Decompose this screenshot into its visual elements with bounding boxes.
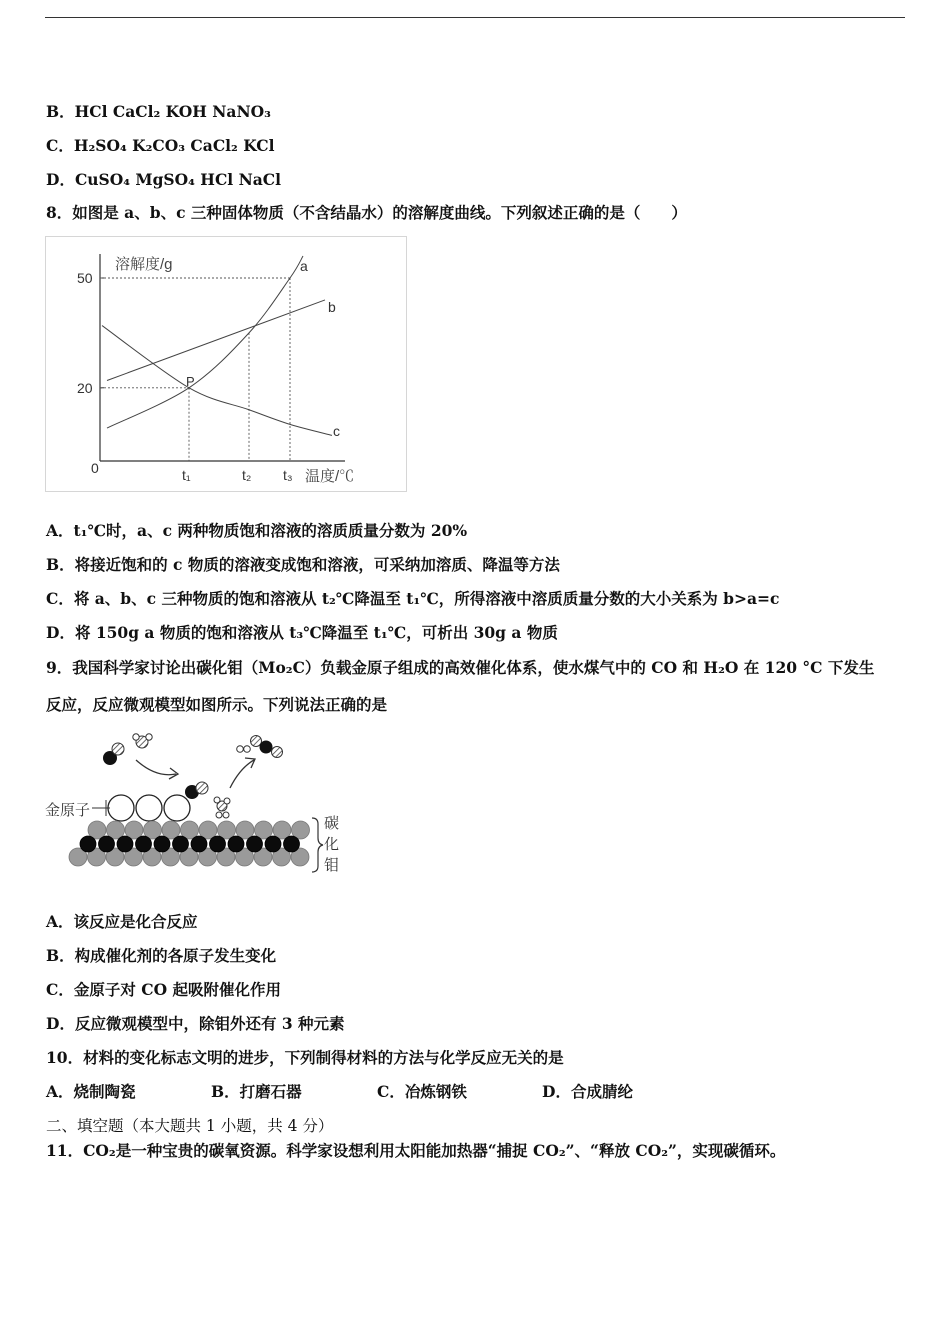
molybdenum-carbide-lattice xyxy=(69,821,310,866)
q8-option-d: D．将 150g a 物质的饱和溶液从 t₃℃降温至 t₁℃，可析出 30g a 物质 xyxy=(46,623,558,642)
q10-option-a: A．烧制陶瓷 xyxy=(46,1082,136,1101)
q10-option-c: C．冶炼钢铁 xyxy=(377,1082,467,1101)
header-rule xyxy=(45,17,905,18)
gold-atoms xyxy=(108,795,190,821)
origin-label: 0 xyxy=(91,460,99,476)
x-tick-t3: t₃ xyxy=(283,467,293,483)
q8-option-a: A．t₁℃时，a、c 两种物质饱和溶液的溶质质量分数为 20% xyxy=(46,521,468,540)
h2o-molecule-icon xyxy=(133,734,152,748)
q9-stem-line2: 反应，反应微观模型如图所示。下列说法正确的是 xyxy=(46,695,388,714)
q9-option-d: D．反应微观模型中，除钼外还有 3 种元素 xyxy=(46,1014,345,1033)
brace-icon xyxy=(312,818,323,872)
q10-options xyxy=(46,1082,633,1102)
q9-option-c: C．金原子对 CO 起吸附催化作用 xyxy=(46,980,281,999)
solubility-chart xyxy=(45,236,407,492)
x-tick-t2: t₂ xyxy=(242,467,252,483)
q9-option-a: A．该反应是化合反应 xyxy=(46,912,198,931)
q9-option-b: B．构成催化剂的各原子发生变化 xyxy=(46,946,277,965)
co2-molecule-icon xyxy=(251,736,283,758)
co-molecule-icon xyxy=(103,743,124,765)
q11-stem: 11．CO₂是一种宝贵的碳氧资源。科学家设想利用太阳能加热器“捕捉 CO₂”、“释放 CO₂”，实现碳循环。 xyxy=(46,1141,786,1160)
point-p-label: P xyxy=(186,374,195,389)
h2-molecule-icon xyxy=(237,746,251,753)
section-heading: 二、填空题（本大题共 1 小题，共 4 分） xyxy=(46,1117,334,1135)
x-tick-t1: t₁ xyxy=(182,467,191,483)
q10-option-b: B．打磨石器 xyxy=(211,1082,302,1101)
y-tick-20: 20 xyxy=(77,379,93,396)
q8-option-c: C．将 a、b、c 三种物质的饱和溶液从 t₂℃降温至 t₁℃，所得溶液中溶质质量分数的大小关系为 b>a=c xyxy=(46,589,780,608)
arrow-in-icon xyxy=(136,760,176,775)
carbide-label-3: 钼 xyxy=(324,856,340,874)
arrow-out-icon xyxy=(230,760,254,788)
series-label-c: c xyxy=(333,423,340,439)
option-c: C．H₂SO₄ K₂CO₃ CaCl₂ KCl xyxy=(46,136,275,155)
reaction-model-figure xyxy=(44,728,354,888)
q10-option-d: D．合成腈纶 xyxy=(542,1082,633,1101)
option-d: D．CuSO₄ MgSO₄ HCl NaCl xyxy=(46,170,282,189)
option-b: B．HCl CaCl₂ KOH NaNO₃ xyxy=(46,102,271,121)
y-tick-50: 50 xyxy=(77,270,93,286)
gold-atom-label: 金原子 xyxy=(45,801,91,819)
q10-stem: 10．材料的变化标志文明的进步，下列制得材料的方法与化学反应无关的是 xyxy=(46,1048,564,1067)
series-label-b: b xyxy=(328,299,336,315)
carbide-label-1: 碳 xyxy=(324,814,340,832)
q9-stem-line1: 9．我国科学家讨论出碳化钼（Mo₂C）负载金原子组成的高效催化体系，使水煤气中的 CO 和 H₂O 在 120 °C 下发生 xyxy=(46,658,875,677)
x-axis-label: 温度/℃ xyxy=(305,468,355,485)
series-label-a: a xyxy=(300,258,308,274)
q8-option-b: B．将接近饱和的 c 物质的溶液变成饱和溶液，可采纳加溶质、降温等方法 xyxy=(46,555,560,574)
y-axis-label: 溶解度/g xyxy=(115,256,173,273)
carbide-label-2: 化 xyxy=(324,835,340,853)
q8-stem: 8．如图是 a、b、c 三种固体物质（不含结晶水）的溶解度曲线。下列叙述正确的是（ ） xyxy=(46,203,687,222)
